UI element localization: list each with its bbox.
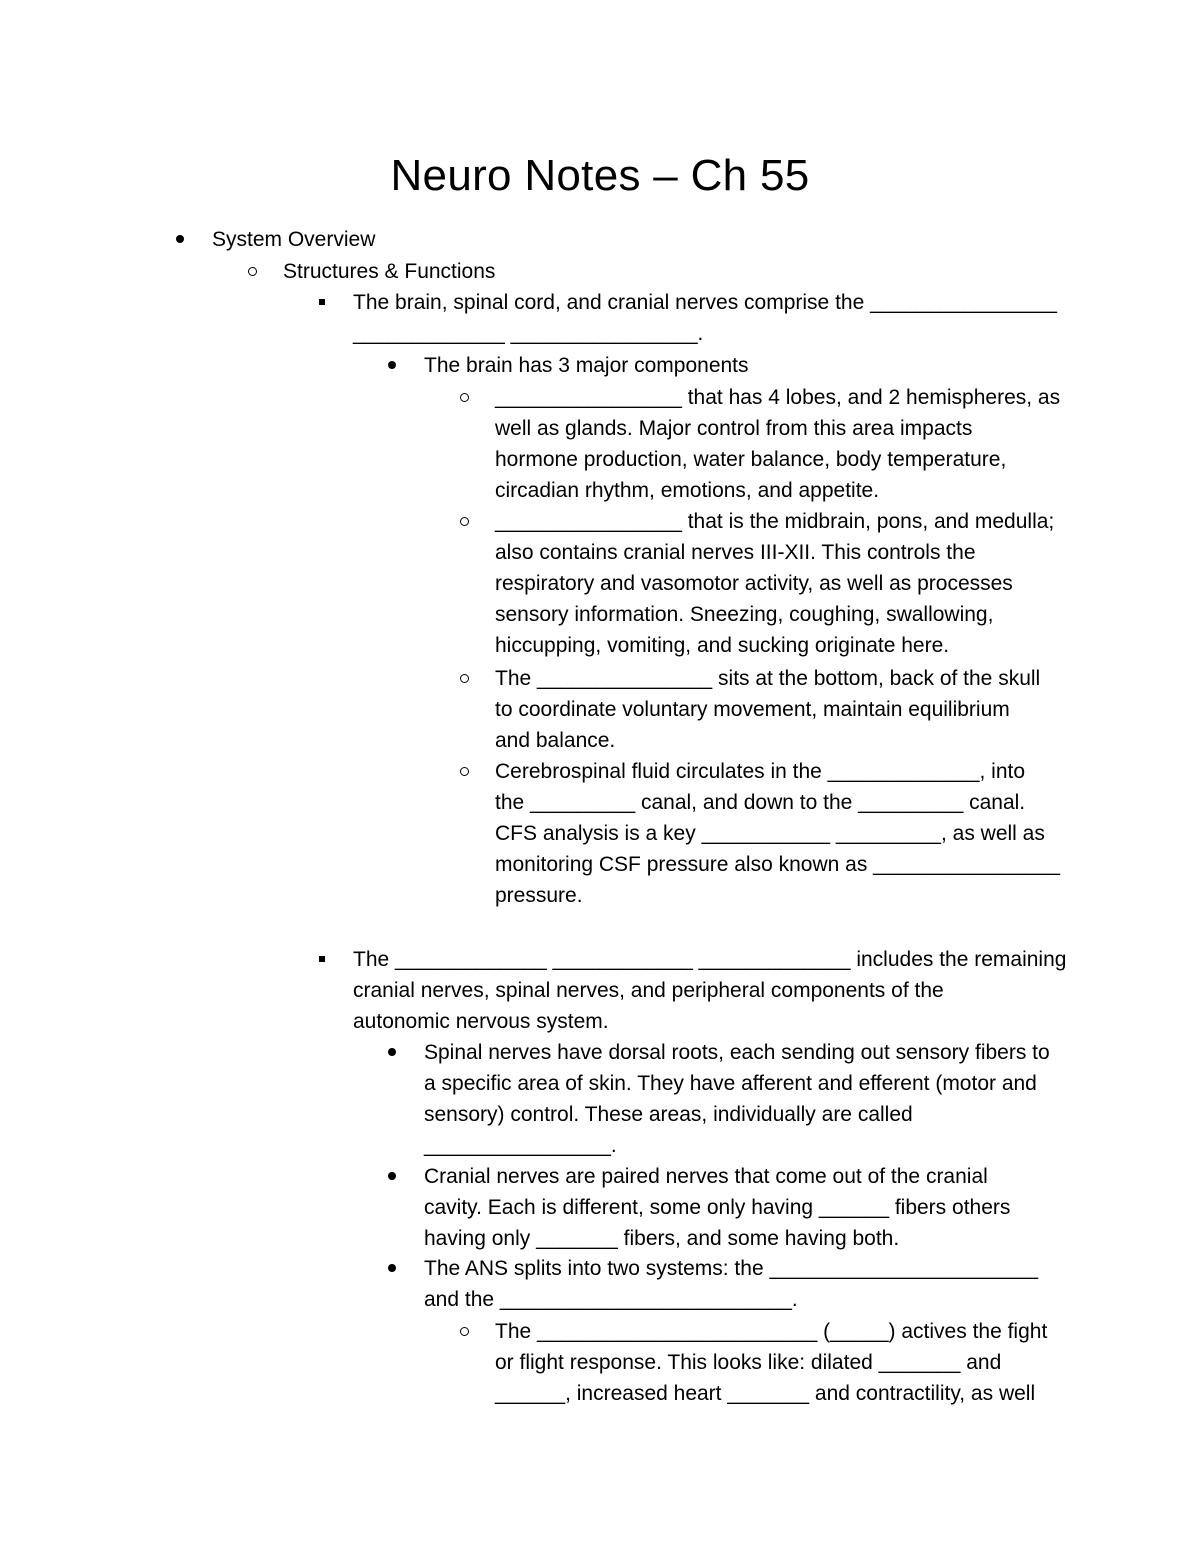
text-line: sensory information. Sneezing, coughing, swallowing, [495, 603, 994, 626]
bullet-square [319, 287, 327, 318]
text-line: The brain, spinal cord, and cranial nerves comprise the ________________ [353, 291, 1057, 314]
bullet-dot [388, 1161, 398, 1192]
text-line: or flight response. This looks like: dilated _______ and [495, 1351, 1002, 1374]
text-line: The ANS splits into two systems: the _______________________ [424, 1257, 1039, 1280]
text-line: hormone production, water balance, body temperature, [495, 448, 1007, 471]
list-item [424, 1253, 1038, 1315]
text-line: ________________ that has 4 lobes, and 2 hemispheres, as [495, 386, 1061, 409]
subsection-heading: Structures & Functions [283, 260, 496, 283]
list-item [495, 1316, 1047, 1409]
bullet-circle [460, 756, 470, 787]
bullet-circle [248, 256, 258, 287]
text-line: The ________________________ (_____) actives the fight [495, 1320, 1048, 1343]
bullet-dot [388, 1253, 398, 1284]
section-heading: System Overview [212, 228, 376, 251]
text-line: also contains cranial nerves III-XII. This controls the [495, 541, 976, 564]
list-item [495, 382, 1060, 506]
list-item [424, 1161, 1010, 1254]
bullet-dot [176, 224, 186, 255]
bullet-dot [388, 1037, 398, 1068]
text-line: cavity. Each is different, some only having ______ fibers others [424, 1196, 1011, 1219]
text-line: monitoring CSF pressure also known as ________________ [495, 853, 1061, 876]
text-line: the _________ canal, and down to the _________ canal. [495, 791, 1026, 814]
list-item [495, 756, 1060, 911]
text-line: pressure. [495, 884, 583, 907]
text-line: and balance. [495, 729, 616, 752]
bullet-circle [460, 382, 470, 413]
text-line: well as glands. Major control from this area impacts [495, 417, 973, 440]
text-line: _____________ ________________. [353, 322, 704, 345]
text-line: circadian rhythm, emotions, and appetite. [495, 479, 880, 502]
text-line: sensory) control. These areas, individually are called [424, 1103, 913, 1126]
text-line: Cranial nerves are paired nerves that come out of the cranial [424, 1165, 988, 1188]
bullet-square [319, 944, 327, 975]
text-line: The _____________ ____________ _____________ includes the remaining [353, 948, 1067, 971]
text-line: cranial nerves, spinal nerves, and peripheral components of the [353, 979, 944, 1002]
bullet-circle [460, 506, 470, 537]
paragraph-cns [353, 287, 1057, 349]
text-line: ______, increased heart _______ and contractility, as well [495, 1382, 1036, 1405]
list-item [495, 663, 1040, 756]
text-line: Spinal nerves have dorsal roots, each sending out sensory fibers to [424, 1041, 1050, 1064]
list-item [495, 506, 1054, 661]
text-line: respiratory and vasomotor activity, as well as processes [495, 572, 1013, 595]
bullet-circle [460, 1316, 470, 1347]
text-line: autonomic nervous system. [353, 1010, 609, 1033]
text-line: having only _______ fibers, and some having both. [424, 1227, 900, 1250]
text-line: hiccupping, vomiting, and sucking originate here. [495, 634, 950, 657]
text-line: CFS analysis is a key ___________ _________, as well as [495, 822, 1045, 845]
bullet-dot [388, 350, 398, 381]
text-line: and the _________________________. [424, 1288, 798, 1311]
text-line: Cerebrospinal fluid circulates in the _____________, into [495, 760, 1026, 783]
text-line: a specific area of skin. They have afferent and efferent (motor and [424, 1072, 1037, 1095]
bullet-circle [460, 663, 470, 694]
text-line: ________________. [424, 1134, 617, 1157]
list-item [424, 1037, 1050, 1161]
text-line: ________________ that is the midbrain, pons, and medulla; [495, 510, 1055, 533]
page-title: Neuro Notes – Ch 55 [390, 151, 810, 200]
list-item: The brain has 3 major components [424, 354, 749, 377]
text-line: to coordinate voluntary movement, maintain equilibrium [495, 698, 1010, 721]
text-line: The _______________ sits at the bottom, back of the skull [495, 667, 1041, 690]
paragraph-pns [353, 944, 1066, 1037]
